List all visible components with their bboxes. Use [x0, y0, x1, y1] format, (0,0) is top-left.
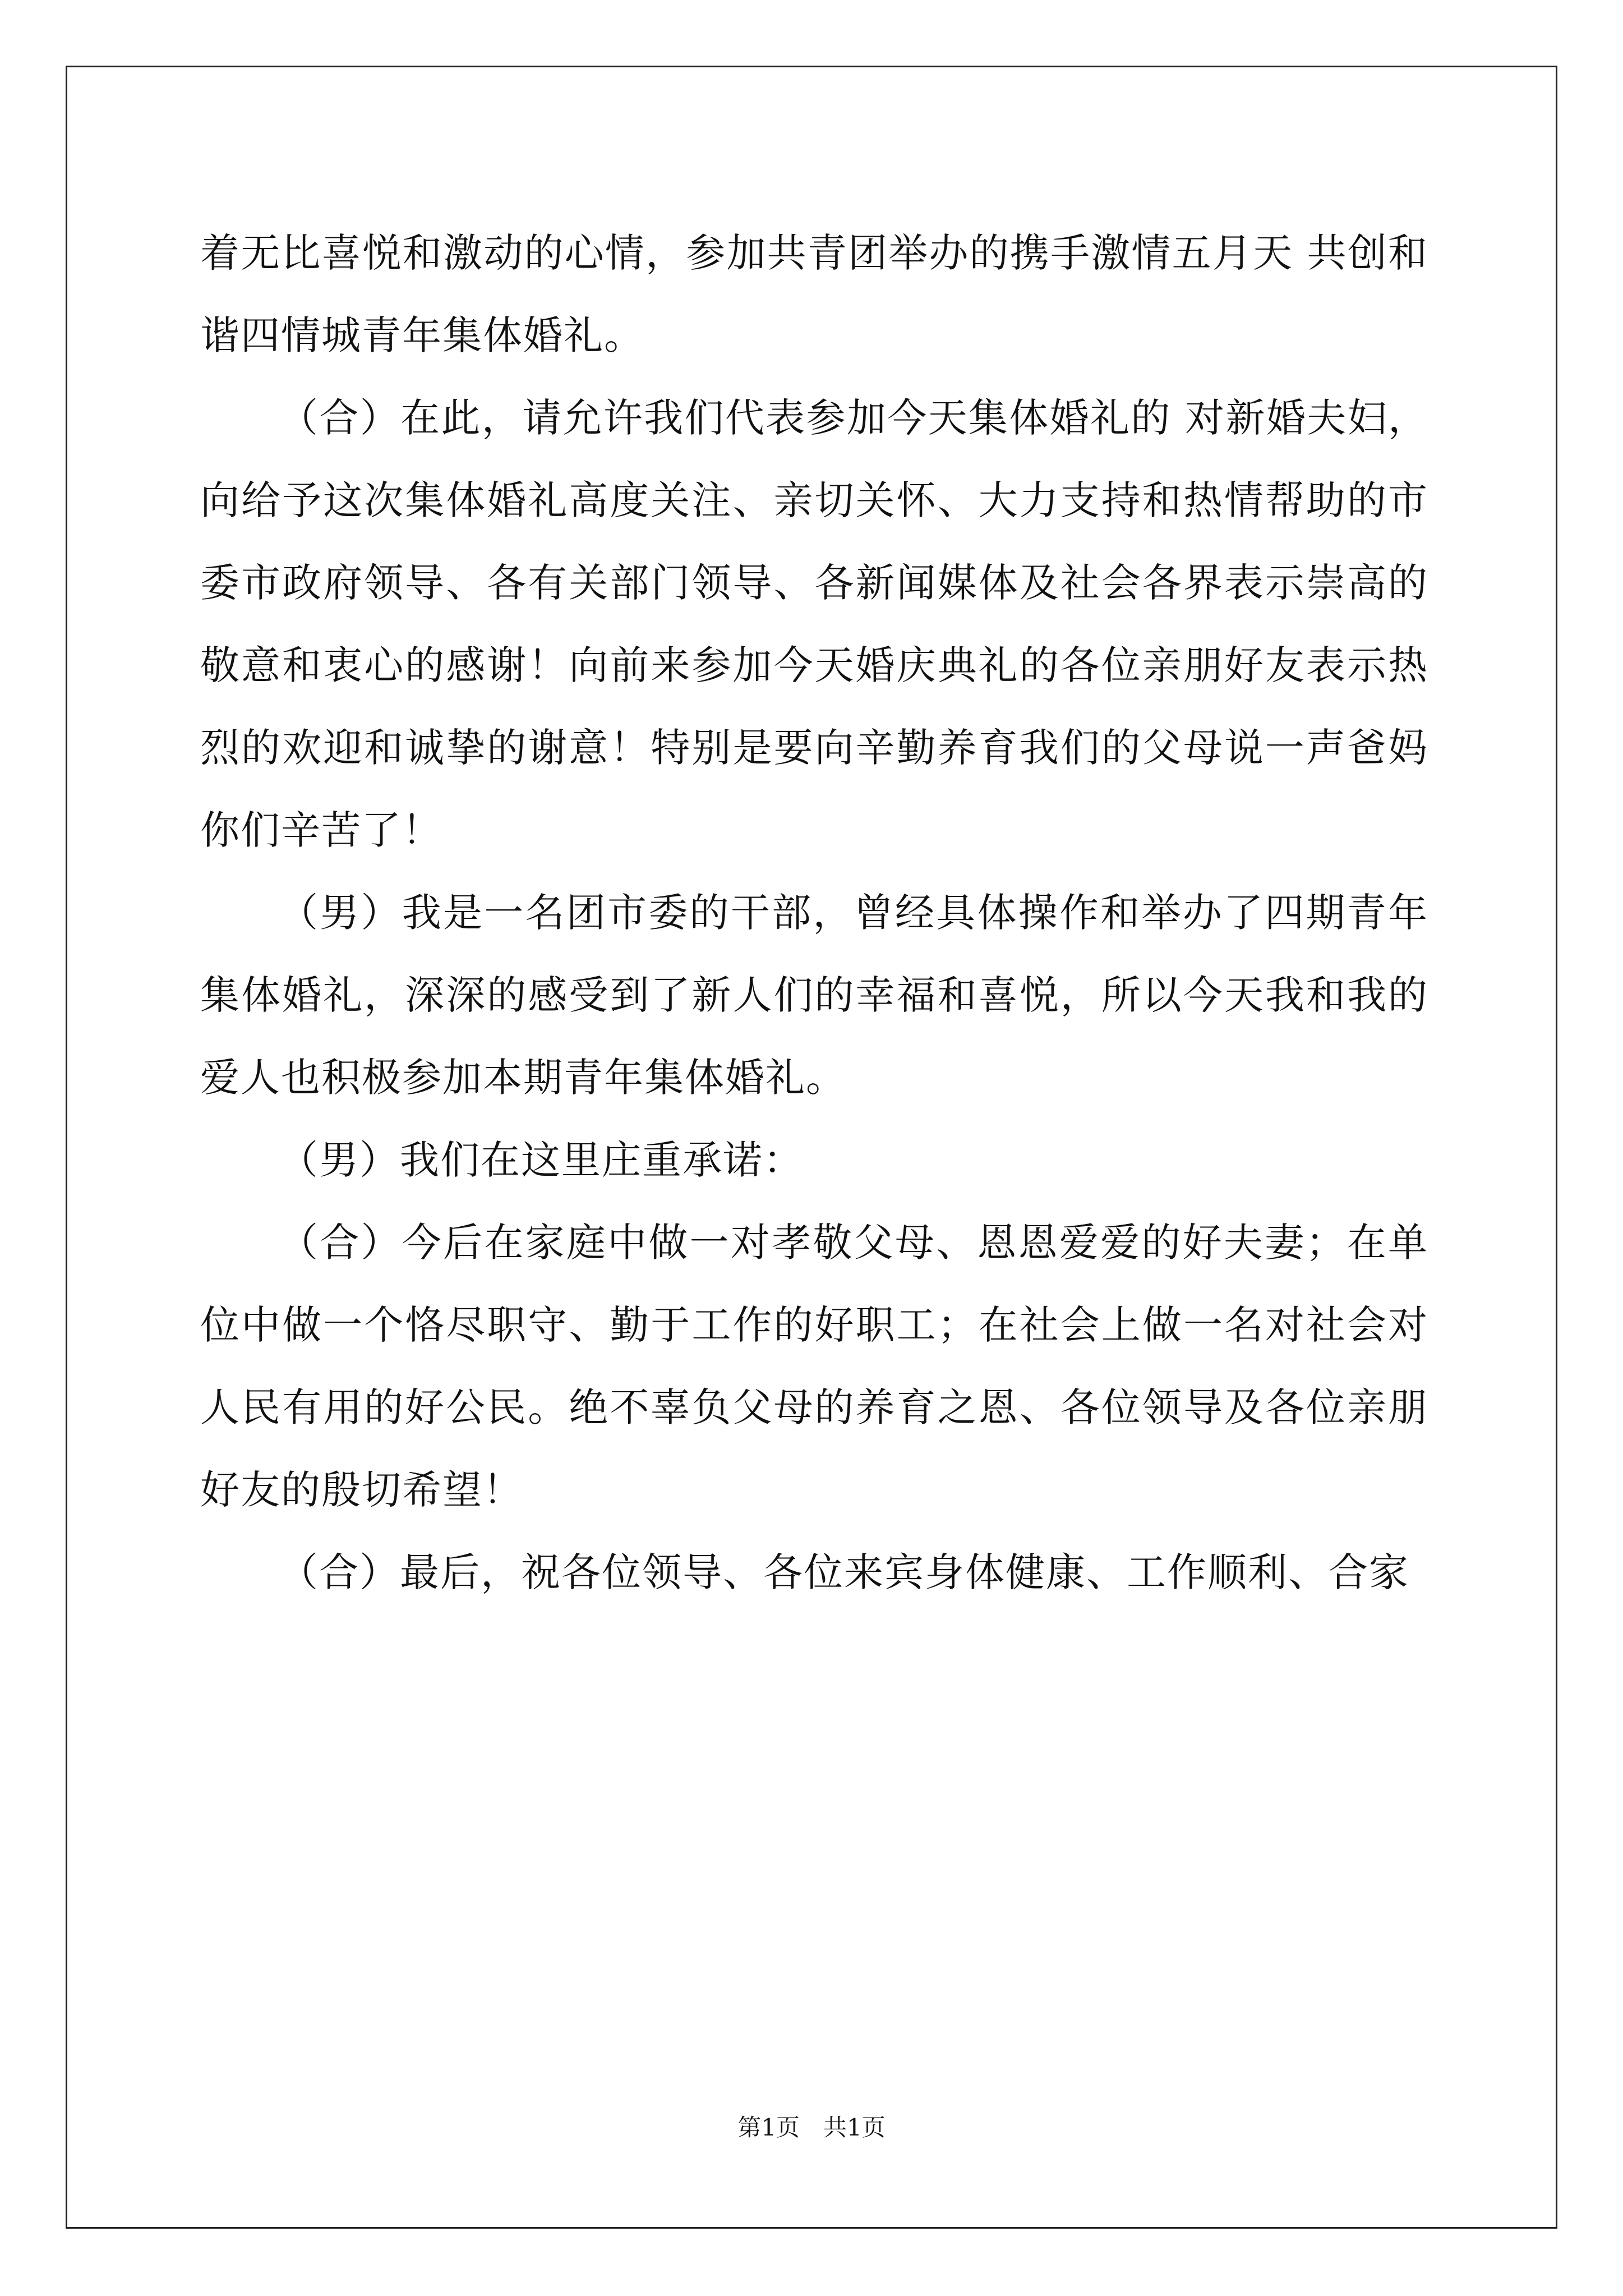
paragraph-6: （合）最后，祝各位领导、各位来宾身体健康、工作顺利、合家 — [279, 1549, 1409, 1595]
paragraph-5: （合）今后在家庭中做一对孝敬父母、恩恩爱爱的好夫妻；在单位中做一个恪尽职守、勤于工作的好职工；在社会上做一名对社会对人民有用的好公民。绝不辜负父母的养育之恩、各位领导及各位亲朋好友的殷切希望！ — [200, 1220, 1428, 1513]
paragraph-4: （男）我们在这里庄重承诺： — [279, 1137, 804, 1183]
page-number: 第1页 共1页 — [737, 2114, 886, 2141]
paragraph-1: 着无比喜悦和激动的心情，参加共青团举办的携手激情五月天 共创和谐四情城青年集体婚礼。 — [200, 230, 1428, 358]
paragraph-3: （男）我是一名团市委的干部，曾经具体操作和举办了四期青年集体婚礼，深深的感受到了新人们的幸福和喜悦，所以今天我和我的爱人也积极参加本期青年集体婚礼。 — [200, 890, 1428, 1101]
document-body — [200, 212, 1428, 1614]
paragraph-2: （合）在此，请允许我们代表参加今天集体婚礼的 对新婚夫妇，向给予这次集体婚礼高度关注、亲切关怀、大力支持和热情帮助的市委市政府领导、各有关部门领导、各新闻媒体及社会各界表示崇高的敬意和衷心的感谢！向前来参加今天婚庆典礼的各位亲朋好友表示热烈的欢迎和诚挚的谢意！特别是要向辛勤养育我们的父母说一声爸妈你们辛苦了！ — [200, 395, 1428, 853]
page-footer — [0, 2109, 1623, 2143]
